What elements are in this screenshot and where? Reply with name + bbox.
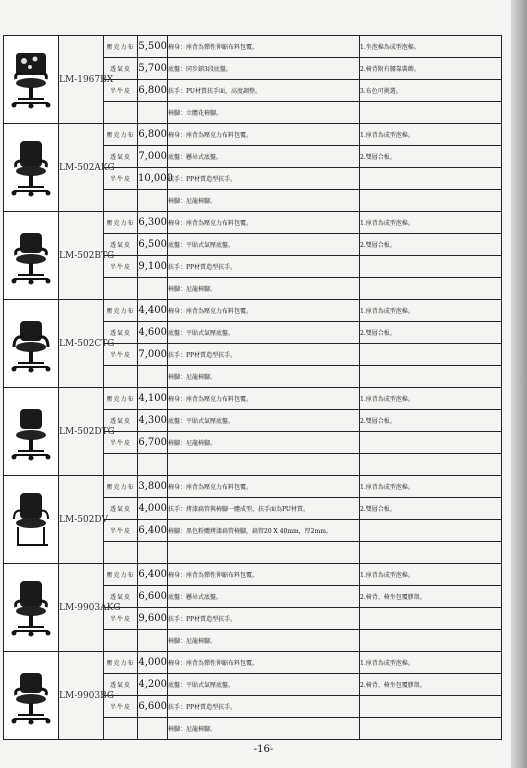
feature-note: 1.座背為成型泡棉。 xyxy=(360,300,502,322)
table-row xyxy=(4,124,502,146)
chair-highback-icon xyxy=(4,137,58,199)
material-label xyxy=(104,454,138,476)
product-photo xyxy=(4,652,59,740)
product-photo xyxy=(4,124,59,212)
spec-text: 椅身：座背為壓克力布料包覆。 xyxy=(168,300,360,322)
feature-note: 2.雙層合板。 xyxy=(360,322,502,344)
feature-note: 2.雙層合板。 xyxy=(360,410,502,432)
chair-floral-icon xyxy=(4,49,58,111)
price-value xyxy=(138,278,168,300)
feature-note: 2.椅背、椅坐包覆膠殼。 xyxy=(360,674,502,696)
chair-midback-icon xyxy=(4,665,58,727)
price-value: 6,800 xyxy=(138,124,168,146)
feature-note xyxy=(360,718,502,740)
spec-text xyxy=(168,542,360,564)
material-label: 透氣皮 xyxy=(104,586,138,608)
material-label: 壓克力布 xyxy=(104,300,138,322)
model-number: LM-1967BX xyxy=(59,36,104,124)
spec-text: 底盤：懸吊式底盤。 xyxy=(168,146,360,168)
price-value xyxy=(138,190,168,212)
price-value: 4,200 xyxy=(138,674,168,696)
feature-note: 1.座背為成型泡棉。 xyxy=(360,212,502,234)
product-photo xyxy=(4,36,59,124)
material-label: 透氣皮 xyxy=(104,498,138,520)
material-label xyxy=(104,278,138,300)
material-label xyxy=(104,190,138,212)
price-value xyxy=(138,630,168,652)
material-label: 透氣皮 xyxy=(104,322,138,344)
price-value: 4,000 xyxy=(138,652,168,674)
feature-note xyxy=(360,542,502,564)
material-label: 透氣皮 xyxy=(104,58,138,80)
material-label: 透氣皮 xyxy=(104,674,138,696)
spec-text: 扶手：PP材質造型扶手。 xyxy=(168,344,360,366)
feature-note xyxy=(360,278,502,300)
product-photo xyxy=(4,564,59,652)
model-number: LM-9903AKG xyxy=(59,564,104,652)
price-value: 6,400 xyxy=(138,520,168,542)
feature-note xyxy=(360,256,502,278)
price-value: 4,000 xyxy=(138,498,168,520)
material-label: 壓克力布 xyxy=(104,36,138,58)
feature-note xyxy=(360,608,502,630)
spec-text: 椅身：座背為彈性伸縮布料包覆。 xyxy=(168,652,360,674)
price-value: 10,000 xyxy=(138,168,168,190)
feature-note: 1.坐泡棉為成型泡棉。 xyxy=(360,36,502,58)
feature-note: 1.座背為成型泡棉。 xyxy=(360,388,502,410)
material-label: 壓克力布 xyxy=(104,212,138,234)
material-label: 半牛皮 xyxy=(104,256,138,278)
feature-note: 2.雙層合板。 xyxy=(360,146,502,168)
price-value xyxy=(138,366,168,388)
spec-text: 椅腳：尼龍椅腳。 xyxy=(168,630,360,652)
feature-note: 2.雙層合板。 xyxy=(360,234,502,256)
price-value: 9,600 xyxy=(138,608,168,630)
material-label: 壓克力布 xyxy=(104,124,138,146)
price-value xyxy=(138,102,168,124)
table-row xyxy=(4,36,502,58)
price-value: 7,000 xyxy=(138,344,168,366)
material-label xyxy=(104,630,138,652)
page-edge-line xyxy=(513,0,515,768)
feature-note: 1.座背為成型泡棉。 xyxy=(360,652,502,674)
model-number: LM-502DV xyxy=(59,476,104,564)
price-value xyxy=(138,454,168,476)
chair-armless-icon xyxy=(4,401,58,463)
price-value: 4,300 xyxy=(138,410,168,432)
feature-note xyxy=(360,696,502,718)
material-label: 透氣皮 xyxy=(104,234,138,256)
table-row xyxy=(4,388,502,410)
model-number: LM-502BTG xyxy=(59,212,104,300)
chair-midback-icon xyxy=(4,225,58,287)
spec-text: 扶手：PP材質造型扶手。 xyxy=(168,168,360,190)
price-value: 6,500 xyxy=(138,234,168,256)
price-value: 7,000 xyxy=(138,146,168,168)
spec-text: 扶手：PP材質造型扶手。 xyxy=(168,256,360,278)
table-row xyxy=(4,300,502,322)
spec-text: 椅腳：尼龍椅腳。 xyxy=(168,278,360,300)
spec-text: 底盤：平貼式氣壓底盤。 xyxy=(168,410,360,432)
table-row xyxy=(4,212,502,234)
price-value: 9,100 xyxy=(138,256,168,278)
material-label: 半牛皮 xyxy=(104,344,138,366)
price-value: 5,500 xyxy=(138,36,168,58)
material-label xyxy=(104,102,138,124)
model-number: LM-9903BG xyxy=(59,652,104,740)
material-label: 壓克力布 xyxy=(104,476,138,498)
material-label: 半牛皮 xyxy=(104,168,138,190)
spec-text: 底盤：平貼式氣壓底盤。 xyxy=(168,322,360,344)
material-label: 半牛皮 xyxy=(104,608,138,630)
spec-text: 椅腳：尼龍椅腳。 xyxy=(168,718,360,740)
feature-note: 1.座背為成型泡棉。 xyxy=(360,564,502,586)
chair-loop-arm-icon xyxy=(4,313,58,375)
material-label xyxy=(104,718,138,740)
spec-text: 扶手：烤漆扁管與椅腳一體成型，扶手面為PU材質。 xyxy=(168,498,360,520)
spec-text: 底盤：懸吊式底盤。 xyxy=(168,586,360,608)
material-label: 半牛皮 xyxy=(104,432,138,454)
feature-note: 2.椅背附有腰靠裝飾。 xyxy=(360,58,502,80)
feature-note: 2.椅背、椅坐包覆膠殼。 xyxy=(360,586,502,608)
feature-note: 3.布色可挑選。 xyxy=(360,80,502,102)
product-photo xyxy=(4,212,59,300)
spec-text: 底盤：平貼式氣壓底盤。 xyxy=(168,674,360,696)
product-photo xyxy=(4,388,59,476)
material-label: 半牛皮 xyxy=(104,520,138,542)
spec-text: 椅身：座背為壓克力布料包覆。 xyxy=(168,124,360,146)
price-value: 5,700 xyxy=(138,58,168,80)
spec-text: 扶手：PP材質造型扶手。 xyxy=(168,696,360,718)
spec-text: 扶手：PU材質扶手面，高度調整。 xyxy=(168,80,360,102)
price-value: 6,800 xyxy=(138,80,168,102)
spec-text: 扶手：PP材質造型扶手。 xyxy=(168,608,360,630)
feature-note: 2.雙層合板。 xyxy=(360,498,502,520)
price-value: 6,400 xyxy=(138,564,168,586)
price-value xyxy=(138,542,168,564)
spec-text: 椅身：座背為彈性伸縮布料包覆。 xyxy=(168,564,360,586)
feature-note xyxy=(360,630,502,652)
feature-note xyxy=(360,520,502,542)
material-label xyxy=(104,366,138,388)
chair-highback-icon xyxy=(4,577,58,639)
model-number: LM-502CTG xyxy=(59,300,104,388)
price-value: 6,300 xyxy=(138,212,168,234)
spec-text: 椅腳：黑色粉體烤漆扁管椅腳，扁管20 X 40mm，厚2mm。 xyxy=(168,520,360,542)
spec-text xyxy=(168,454,360,476)
spec-text: 椅身：座背為壓克力布料包覆。 xyxy=(168,212,360,234)
spec-text: 椅腳：尼龍椅腳。 xyxy=(168,432,360,454)
feature-note xyxy=(360,366,502,388)
material-label: 透氣皮 xyxy=(104,146,138,168)
material-label: 壓克力布 xyxy=(104,652,138,674)
price-value xyxy=(138,718,168,740)
product-photo xyxy=(4,300,59,388)
material-label: 半牛皮 xyxy=(104,696,138,718)
price-value: 4,600 xyxy=(138,322,168,344)
price-value: 6,600 xyxy=(138,696,168,718)
spec-text: 底盤：同步鎖3段底盤。 xyxy=(168,58,360,80)
price-value: 6,700 xyxy=(138,432,168,454)
feature-note xyxy=(360,344,502,366)
feature-note xyxy=(360,432,502,454)
model-number: LM-502DTG xyxy=(59,388,104,476)
table-row xyxy=(4,652,502,674)
chair-sled-base-icon xyxy=(4,489,58,551)
spec-text: 椅腳：尼龍椅腳。 xyxy=(168,366,360,388)
spec-text: 椅身：座背為壓克力布料包覆。 xyxy=(168,388,360,410)
material-label: 壓克力布 xyxy=(104,388,138,410)
feature-note xyxy=(360,190,502,212)
product-photo xyxy=(4,476,59,564)
product-table xyxy=(3,35,502,740)
feature-note: 1.座背為成型泡棉。 xyxy=(360,124,502,146)
feature-note xyxy=(360,102,502,124)
spec-text: 椅身：座背為壓克力布料包覆。 xyxy=(168,476,360,498)
spec-text: 椅身：座背為彈性伸縮布料包覆。 xyxy=(168,36,360,58)
page-number: -16- xyxy=(253,744,274,755)
price-value: 3,800 xyxy=(138,476,168,498)
material-label: 透氣皮 xyxy=(104,410,138,432)
table-row xyxy=(4,476,502,498)
price-value: 6,600 xyxy=(138,586,168,608)
feature-note xyxy=(360,454,502,476)
model-number: LM-502AKG xyxy=(59,124,104,212)
price-value: 4,400 xyxy=(138,300,168,322)
feature-note: 1.座背為成型泡棉。 xyxy=(360,476,502,498)
material-label xyxy=(104,542,138,564)
spec-text: 椅腳：尼龍椅腳。 xyxy=(168,190,360,212)
spec-text: 椅腳：立體花椅腳。 xyxy=(168,102,360,124)
table-row xyxy=(4,564,502,586)
price-value: 4,100 xyxy=(138,388,168,410)
spec-text: 底盤：平貼式氣壓底盤。 xyxy=(168,234,360,256)
material-label: 半牛皮 xyxy=(104,80,138,102)
material-label: 壓克力布 xyxy=(104,564,138,586)
feature-note xyxy=(360,168,502,190)
